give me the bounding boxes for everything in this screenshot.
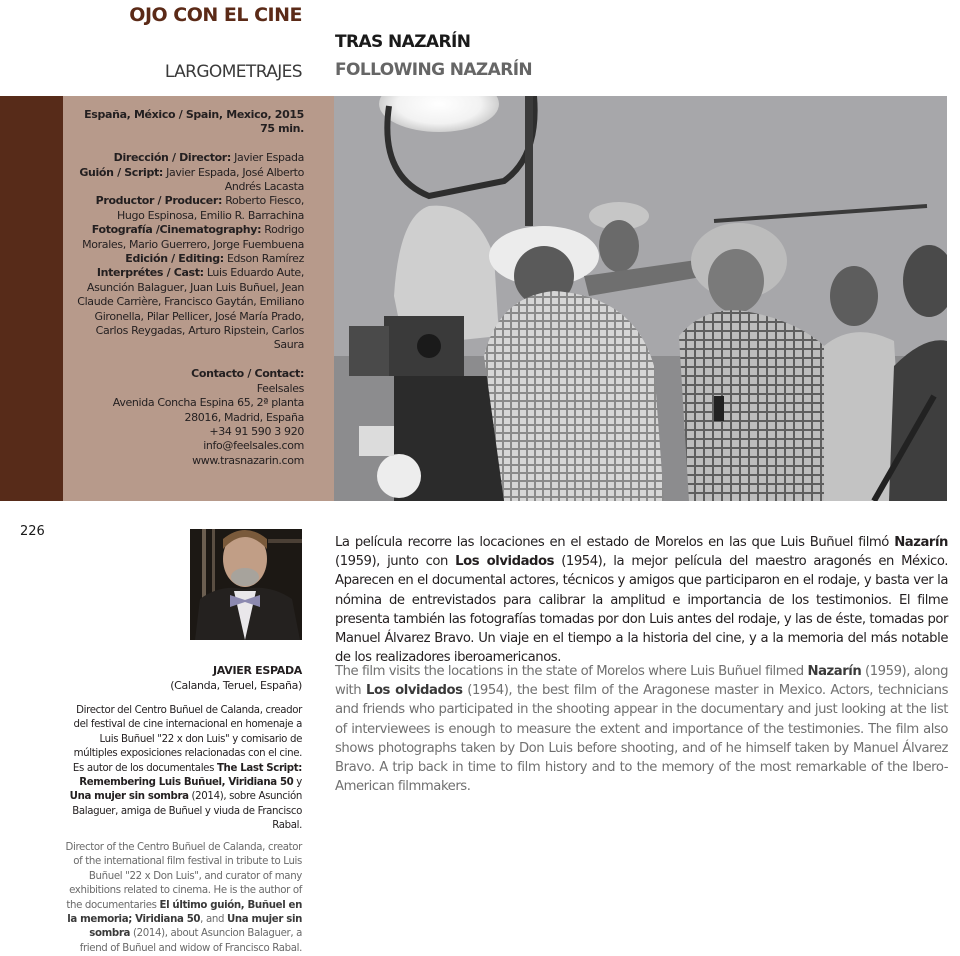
section-subtitle: LARGOMETRAJES — [164, 62, 302, 82]
contact-email[interactable]: info@feelsales.com — [203, 439, 304, 453]
synopsis-text: (1959), along with — [335, 664, 948, 699]
credit-value: Luis Eduardo Aute, Asunción Balaguer, Juan Luis Buñuel, Jean Claude Carrière, Francisco Gaytán, Emiliano Gironella, Pilar Pellicer, José María Prado, Carlos Reygadas, Arturo Ripstein, Carlos Saura — [77, 266, 304, 352]
synopsis-spanish — [335, 533, 948, 667]
bio-film-titles: The Last Script: Remembering Luis Buñuel, Viridiana 50 — [79, 762, 302, 789]
credit-value: Rodrigo Morales, Mario Guerrero, Jorge Fuembuena — [82, 223, 304, 251]
credit-label: Productor / Producer: — [95, 194, 223, 208]
credit-label: Interprétes / Cast: — [96, 266, 204, 280]
synopsis-film-title: Los olvidados — [365, 683, 463, 699]
bio-film-titles: El último guión, Buñuel en la memoria; Viridiana 50 — [67, 899, 302, 926]
film-title: TRAS NAZARÍN — [335, 32, 471, 52]
bio-film-title: Una mujer sin sombra — [69, 791, 189, 803]
bio-text: , and — [200, 914, 227, 926]
director-bio-english — [60, 841, 302, 956]
film-still-photo — [334, 96, 947, 501]
portrait-illustration — [190, 529, 302, 640]
contact-phone: +34 91 590 3 920 — [209, 424, 304, 438]
credit-producer — [71, 194, 304, 223]
credit-cast — [71, 266, 304, 352]
film-duration — [71, 122, 304, 136]
contact-address: Avenida Concha Espina 65, 2ª planta — [112, 396, 304, 410]
credit-label: Dirección / Director: — [113, 151, 231, 165]
credit-value: Javier Espada, José Alberto Andrés Lacasta — [162, 165, 304, 194]
director-origin: (Calanda, Teruel, España) — [170, 679, 302, 692]
contact-city: 28016, Madrid, España — [184, 410, 304, 424]
synopsis-film-title: Nazarín — [807, 664, 862, 679]
credit-script — [71, 166, 304, 195]
synopsis-text: The film visits the locations in the state of Morelos where Luis Buñuel filmed — [335, 664, 808, 679]
bio-text: (2014), about Asuncion Balaguer, a friend of Buñuel and widow of Francisco Rabal. — [79, 928, 302, 954]
bio-text: Director of the Centro Buñuel de Calanda, creator of the international film festival in tribute to Luis Buñuel "22 x Don Luis", and curator of many exhibitions related to cinema. He is the author of the documentaries — [65, 842, 302, 911]
credit-value: Edson Ramírez — [223, 252, 304, 266]
duration-text: 75 min. — [260, 122, 304, 136]
bio-text: Director del Centro Buñuel de Calanda, creador del festival de cine internacional en homenaje a Luis Buñuel "22 x don Luis" y comisario de múltiples exposiciones relacionadas con el cine. Es autor de los documentales — [72, 705, 302, 774]
synopsis-english — [335, 662, 948, 796]
contact-label — [71, 367, 304, 381]
credit-label: Fotografía /Cinematography: — [91, 223, 262, 237]
credit-editing — [71, 252, 304, 266]
page-number: 226 — [20, 524, 45, 539]
contact-company: Feelsales — [256, 381, 304, 395]
film-title-english: FOLLOWING NAZARÍN — [335, 60, 533, 80]
film-info-panel — [63, 96, 334, 501]
spacer — [71, 353, 304, 367]
credit-cinematography — [71, 223, 304, 252]
film-still-illustration — [334, 96, 947, 501]
synopsis-film-title: Los olvidados — [455, 554, 555, 570]
credit-value: Javier Espada — [230, 151, 304, 165]
credit-value: Roberto Fiesco, Hugo Espinosa, Emilio R. Barrachina — [116, 194, 304, 222]
spacer — [71, 137, 304, 151]
bio-text: (2014), sobre Asunción Balaguer, amiga de Buñuel y viuda de Francisco Rabal. — [72, 791, 302, 832]
bio-text: y — [293, 777, 302, 789]
synopsis-text: (1954), the best film of the Aragonese master in Mexico. Actors, technicians and friends who participated in the shooting appear in the documentary and just looking at the list of interviewees is enough to measure the extent and importance of the testimonies. The film also shows photographs taken by Don Luis before shooting, and of he himself taken by Manuel Álvarez Bravo. A trip back in time to film history and to the memory of the most remarkable of the Ibero-American filmmakers. — [335, 683, 949, 795]
director-bio-spanish — [60, 704, 302, 834]
director-portrait — [190, 529, 302, 640]
credit-label: Guión / Script: — [79, 165, 163, 179]
synopsis-text: (1954), la mejor película del maestro aragonés en México. Aparecen en el documental actores, técnicos y amigos que participaron en el rodaje, y basta ver la nómina de entrevistados para calibrar la amplitud e importancia de los testimonios. El filme presenta también las fotografías tomadas por don Luis antes del rodaje, y las de éste, tomadas por Manuel Álvarez Bravo. Un viaje en el tiempo a la historia del cine, y a la memoria del más notable de los realizadores iberoamericanos. — [335, 554, 948, 666]
section-title: OJO CON EL CINE — [129, 4, 302, 26]
synopsis-text: (1959), junto con — [335, 554, 456, 570]
synopsis-text: La película recorre las locaciones en el estado de Morelos en las que Luis Buñuel filmó — [335, 535, 895, 550]
credit-director — [71, 151, 304, 165]
credit-label: Edición / Editing: — [125, 252, 224, 266]
contact-label-text: Contacto / Contact: — [191, 367, 304, 381]
decorative-brown-bar — [0, 96, 63, 501]
synopsis-film-title: Nazarín — [894, 535, 948, 550]
director-name: JAVIER ESPADA — [212, 664, 302, 677]
contact-website[interactable]: www.trasnazarin.com — [192, 453, 304, 467]
origin-text: España, México / Spain, Mexico, 2015 — [84, 108, 304, 121]
bio-film-title: Una mujer sin sombra — [89, 914, 302, 940]
film-origin — [71, 108, 304, 122]
